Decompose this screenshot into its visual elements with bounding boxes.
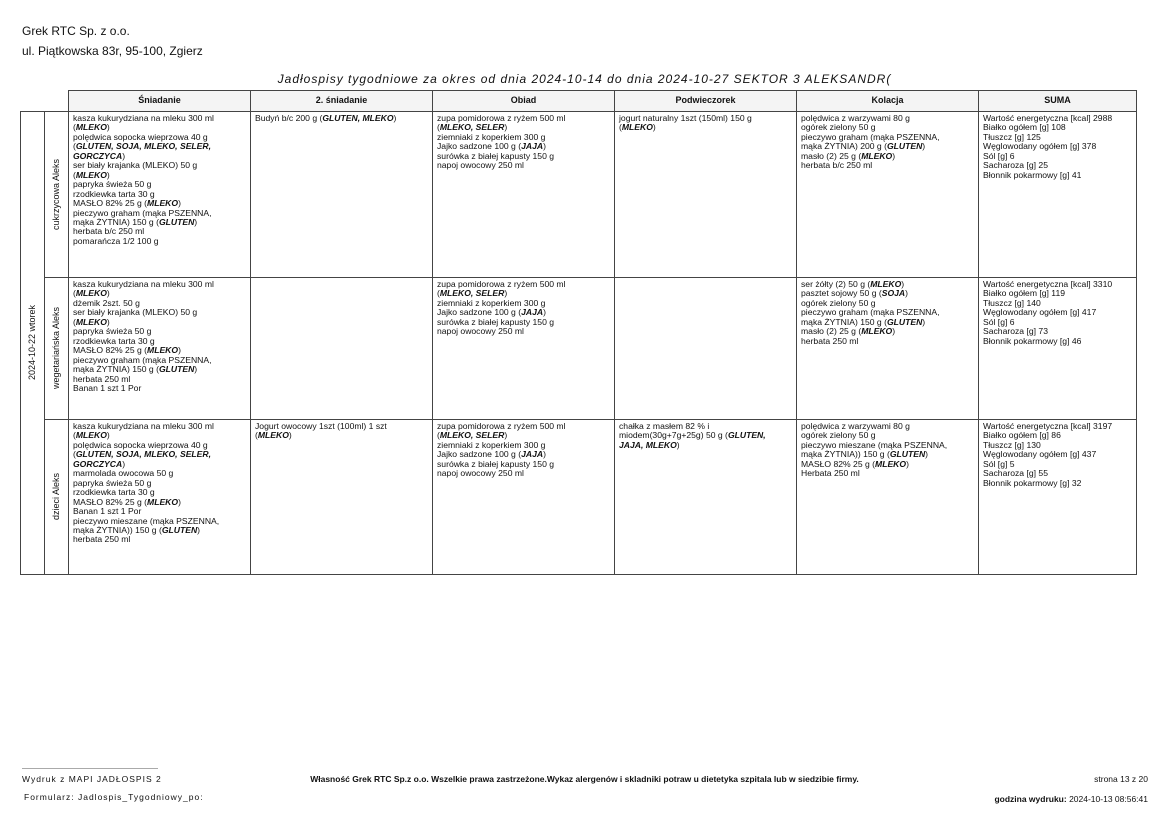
item-text: surówka z białej kapusty 150 g — [437, 458, 555, 469]
item-text: mąka ŻYTNIA)) 150 g ( — [801, 449, 890, 460]
header-row — [21, 91, 1137, 112]
item-text: Białko ogółem [g] 119 — [983, 288, 1066, 299]
meal-cell — [433, 420, 615, 575]
item-text: miodem(30g+7g+25g) 50 g ( — [619, 430, 728, 441]
item-text: ( — [73, 316, 76, 327]
item-text: Tłuszcz [g] 125 — [983, 131, 1041, 142]
table-row — [21, 420, 1137, 575]
item-text: mąka ŻYTNIA) 150 g ( — [73, 216, 159, 227]
item-text: surówka z białej kapusty 150 g — [437, 150, 555, 161]
item-text: Jogurt owocowy 1szt (100ml) 1 szt — [255, 421, 387, 431]
item-text: ziemniaki z koperkiem 300 g — [437, 439, 546, 450]
item-text: MASŁO 82% 25 g ( — [801, 458, 876, 469]
print-time-value: 2024-10-13 08:56:41 — [1069, 794, 1148, 804]
item-text: ) — [504, 430, 508, 441]
item-text: Sacharoza [g] 73 — [983, 326, 1048, 337]
footer-divider — [22, 768, 158, 769]
item-text: mąka ŻYTNIA) 150 g ( — [801, 316, 887, 327]
item-text: Sól [g] 6 — [983, 316, 1015, 327]
item-text: kasza kukurydziana na mleku 300 ml — [73, 113, 214, 123]
allergen-text: MLEKO — [75, 122, 107, 133]
footer-copyright: Własność Grek RTC Sp.z o.o. Wszelkie prawa zastrzeżone.Wykaz alergenów i skladniki potraw u dietetyka szpitala lub w siedzibie firmy. — [310, 774, 859, 784]
item-text: ) — [676, 439, 680, 450]
item-text: pieczywo graham (mąka PSZENNA, — [801, 131, 940, 142]
footer-program: Wydruk z MAPI JADŁOSPIS 2 — [22, 774, 162, 784]
allergen-text: GLUTEN, — [727, 430, 766, 441]
allergen-text: GLUTEN — [158, 216, 195, 227]
page-number: strona 13 z 20 — [1094, 774, 1148, 784]
item-text: ) — [905, 288, 909, 299]
item-text: ( — [73, 288, 76, 299]
item-text: pieczywo graham (mąka PSZENNA, — [801, 307, 940, 318]
meal-cell — [433, 278, 615, 420]
item-text: ) — [106, 430, 110, 441]
document-title: Jadłospisy tygodniowe za okres od dnia 2024-10-14 do dnia 2024-10-27 SEKTOR 3 ALEKSANDR( — [277, 72, 892, 86]
item-text: ) — [106, 288, 110, 299]
item-text: pomarańcza 1/2 100 g — [73, 235, 159, 246]
item-text: ) — [178, 198, 181, 209]
meal-cell — [615, 112, 797, 278]
diet-label: wegetariańska Aleks — [50, 307, 61, 390]
item-text: polędwica z warzywami 80 g — [801, 113, 910, 123]
item-text: ) — [922, 316, 926, 327]
allergen-text: MLEKO — [257, 430, 289, 441]
menu-item-line — [255, 114, 428, 123]
menu-item-line — [801, 469, 974, 478]
item-text: pieczywo graham (mąka PSZENNA, — [73, 354, 212, 365]
allergen-text: MLEKO — [875, 458, 907, 469]
item-text: Sacharoza [g] 25 — [983, 160, 1048, 171]
allergen-text: MLEKO — [861, 150, 893, 161]
item-text: Banan 1 szt 1 Por — [73, 506, 142, 517]
item-text: zupa pomidorowa z ryżem 500 ml — [437, 421, 566, 431]
allergen-text: MLEKO, SELER — [439, 430, 505, 441]
header-blank — [45, 91, 69, 112]
item-text: Błonnik pokarmowy [g] 32 — [983, 477, 1082, 488]
item-text: Węglowodany ogółem [g] 437 — [983, 449, 1097, 460]
allergen-text: MLEKO — [147, 345, 179, 356]
allergen-text: MLEKO — [870, 279, 902, 289]
item-text: Tłuszcz [g] 130 — [983, 439, 1041, 450]
col-suma: SUMA — [979, 91, 1137, 112]
item-text: polędwica sopocka wieprzowa 40 g — [73, 439, 208, 450]
allergen-text: MLEKO — [147, 496, 179, 507]
item-text: ) — [178, 496, 181, 507]
allergen-text: MLEKO, SELER — [439, 288, 505, 299]
item-text: papryka świeża 50 g — [73, 326, 152, 337]
item-text: ) — [906, 458, 909, 469]
item-text: Jajko sadzone 100 g ( — [437, 307, 522, 318]
summary-cell — [979, 420, 1137, 575]
meal-cell — [69, 420, 251, 575]
company-address: ul. Piątkowska 83r, 95-100, Zgierz — [22, 44, 203, 58]
item-text: masło (2) 25 g ( — [801, 150, 862, 161]
item-text: ) — [197, 524, 201, 535]
item-text: ) — [106, 169, 110, 180]
item-text: ) — [892, 326, 896, 337]
item-text: kasza kukurydziana na mleku 300 ml — [73, 279, 214, 289]
allergen-text: MLEKO, SELER — [439, 122, 505, 133]
item-text: marmolada owocowa 50 g — [73, 468, 174, 479]
item-text: mąka ŻYTNIA) 150 g ( — [73, 364, 159, 375]
meal-cell — [797, 112, 979, 278]
item-text: ogórek zielony 50 g — [801, 430, 876, 441]
meal-cell — [251, 420, 433, 575]
menu-item-line — [73, 237, 246, 246]
item-text: Sól [g] 5 — [983, 458, 1015, 469]
item-text: ( — [437, 288, 440, 299]
col-podwieczorek: Podwieczorek — [615, 91, 797, 112]
col-2-sniadanie: 2. śniadanie — [251, 91, 433, 112]
item-text: zupa pomidorowa z ryżem 500 ml — [437, 113, 566, 123]
allergen-text: JAJA — [521, 141, 544, 152]
item-text: ) — [901, 279, 905, 289]
item-text: ( — [73, 169, 76, 180]
footer-form: Formularz: Jadlospis_Tygodniowy_po: — [24, 792, 204, 802]
item-text: herbata 250 ml — [73, 373, 131, 384]
allergen-text: MLEKO — [75, 316, 107, 327]
item-text: Jajko sadzone 100 g ( — [437, 449, 522, 460]
item-text: pieczywo mieszane (mąka PSZENNA, — [801, 439, 948, 450]
allergen-text: MLEKO — [621, 122, 653, 133]
item-text: ) — [504, 122, 508, 133]
item-text: Sól [g] 6 — [983, 150, 1015, 161]
meal-cell — [615, 278, 797, 420]
item-text: ( — [255, 430, 258, 441]
item-text: Herbata 250 ml — [801, 468, 860, 479]
item-text: MASŁO 82% 25 g ( — [73, 496, 148, 507]
diet-label: cukrzycowa Aleks — [50, 158, 61, 231]
allergen-text: MLEKO — [147, 198, 179, 209]
item-text: papryka świeża 50 g — [73, 179, 152, 190]
allergen-text: MLEKO — [75, 288, 107, 299]
item-text: Tłuszcz [g] 140 — [983, 297, 1041, 308]
diet-cell — [45, 420, 69, 575]
menu-item-line — [437, 161, 610, 170]
item-text: chałka z masłem 82 % i — [619, 421, 710, 431]
item-text: napoj owocowy 250 ml — [437, 468, 524, 479]
meal-cell — [69, 278, 251, 420]
item-text: ) — [288, 430, 292, 441]
item-text: Białko ogółem [g] 108 — [983, 122, 1066, 133]
allergen-text: GLUTEN — [889, 449, 926, 460]
item-text: pasztet sojowy 50 g ( — [801, 288, 882, 299]
item-text: ( — [619, 122, 622, 133]
menu-item-line — [619, 123, 792, 132]
item-text: masło (2) 25 g ( — [801, 326, 862, 337]
item-text: Wartość energetyczna [kcal] 2988 — [983, 113, 1113, 123]
item-text: Węglowodany ogółem [g] 378 — [983, 141, 1097, 152]
allergen-text: MLEKO — [75, 430, 107, 441]
col-kolacja: Kolacja — [797, 91, 979, 112]
summary-line — [983, 171, 1132, 180]
summary-line — [983, 337, 1132, 346]
item-text: pieczywo mieszane (mąka PSZENNA, — [73, 515, 220, 526]
item-text: Jajko sadzone 100 g ( — [437, 141, 522, 152]
item-text: polędwica z warzywami 80 g — [801, 421, 910, 431]
item-text: herbata 250 ml — [73, 534, 131, 545]
item-text: Wartość energetyczna [kcal] 3310 — [983, 279, 1113, 289]
allergen-text: GLUTEN — [886, 141, 923, 152]
print-time-label: godzina wydruku: — [994, 794, 1067, 804]
meal-cell — [69, 112, 251, 278]
item-text: ( — [437, 122, 440, 133]
col-sniadanie: Śniadanie — [69, 91, 251, 112]
item-text: Węglowodany ogółem [g] 417 — [983, 307, 1097, 318]
menu-item-line — [437, 327, 610, 336]
summary-line — [983, 479, 1132, 488]
meal-cell — [797, 420, 979, 575]
item-text: mąka ŻYTNIA)) 150 g ( — [73, 524, 162, 535]
allergen-text: GLUTEN, SOJA, MLEKO, SELER, — [75, 449, 211, 460]
allergen-text: GLUTEN, MLEKO — [322, 113, 394, 123]
item-text: ser biały krajanka (MLEKO) 50 g — [73, 307, 198, 318]
meal-cell — [615, 420, 797, 575]
allergen-text: JAJA — [521, 307, 544, 318]
item-text: ) — [393, 113, 397, 123]
allergen-text: MLEKO — [75, 169, 107, 180]
item-text: MASŁO 82% 25 g ( — [73, 198, 148, 209]
allergen-text: JAJA, MLEKO — [619, 439, 677, 450]
item-text: ziemniaki z koperkiem 300 g — [437, 131, 546, 142]
diet-cell — [45, 278, 69, 420]
item-text: Błonnik pokarmowy [g] 46 — [983, 335, 1082, 346]
item-text: ) — [925, 449, 929, 460]
item-text: rzodkiewka tarta 30 g — [73, 487, 155, 498]
weekly-menu-table — [20, 90, 1137, 575]
menu-item-line — [437, 469, 610, 478]
item-text: kasza kukurydziana na mleku 300 ml — [73, 421, 214, 431]
menu-item-line — [801, 161, 974, 170]
menu-item-line — [255, 431, 428, 440]
item-text: ) — [652, 122, 656, 133]
item-text: dżemik 2szt. 50 g — [73, 297, 140, 308]
allergen-text: GORCZYCA — [73, 150, 123, 161]
item-text: ) — [543, 307, 546, 318]
item-text: ) — [122, 150, 126, 161]
allergen-text: GORCZYCA — [73, 458, 123, 469]
header-blank — [21, 91, 45, 112]
item-text: Błonnik pokarmowy [g] 41 — [983, 169, 1082, 180]
table-row — [21, 112, 1137, 278]
item-text: jogurt naturalny 1szt (150ml) 150 g — [619, 113, 752, 123]
item-text: ( — [73, 122, 76, 133]
item-text: ser biały krajanka (MLEKO) 50 g — [73, 160, 198, 171]
item-text: ( — [437, 430, 440, 441]
allergen-text: GLUTEN — [158, 364, 195, 375]
item-text: MASŁO 82% 25 g ( — [73, 345, 148, 356]
item-text: napoj owocowy 250 ml — [437, 160, 524, 171]
item-text: ) — [543, 141, 546, 152]
summary-cell — [979, 278, 1137, 420]
item-text: rzodkiewka tarta 30 g — [73, 188, 155, 199]
item-text: ( — [73, 449, 76, 460]
item-text: ) — [194, 216, 198, 227]
meal-cell — [433, 112, 615, 278]
menu-item-line — [73, 535, 246, 544]
item-text: herbata b/c 250 ml — [73, 226, 145, 237]
allergen-text: SOJA — [881, 288, 906, 299]
date-label: 2024-10-22 wtorek — [26, 305, 37, 381]
item-text: ) — [892, 150, 896, 161]
meal-cell — [251, 278, 433, 420]
item-text: Sacharoza [g] 55 — [983, 468, 1048, 479]
item-text: ziemniaki z koperkiem 300 g — [437, 297, 546, 308]
item-text: ( — [73, 141, 76, 152]
item-text: ) — [922, 141, 926, 152]
menu-item-line — [619, 441, 792, 450]
item-text: ) — [194, 364, 198, 375]
item-text: ) — [543, 449, 546, 460]
item-text: pieczywo graham (mąka PSZENNA, — [73, 207, 212, 218]
item-text: papryka świeża 50 g — [73, 477, 152, 488]
date-cell — [21, 112, 45, 575]
allergen-text: GLUTEN — [161, 524, 198, 535]
item-text: herbata b/c 250 ml — [801, 160, 873, 171]
item-text: mąka ŻYTNIA) 200 g ( — [801, 141, 887, 152]
item-text: ogórek zielony 50 g — [801, 122, 876, 133]
item-text: surówka z białej kapusty 150 g — [437, 316, 555, 327]
item-text: ) — [106, 316, 110, 327]
item-text: Wartość energetyczna [kcal] 3197 — [983, 421, 1113, 431]
item-text: ( — [73, 430, 76, 441]
item-text: herbata 250 ml — [801, 335, 859, 346]
item-text: zupa pomidorowa z ryżem 500 ml — [437, 279, 566, 289]
item-text: ) — [178, 345, 181, 356]
item-text: ogórek zielony 50 g — [801, 297, 876, 308]
item-text: ) — [504, 288, 508, 299]
meal-cell — [797, 278, 979, 420]
item-text: Banan 1 szt 1 Por — [73, 382, 142, 393]
item-text: Białko ogółem [g] 86 — [983, 430, 1061, 441]
allergen-text: GLUTEN, SOJA, MLEKO, SELER, — [75, 141, 211, 152]
diet-cell — [45, 112, 69, 278]
diet-label: dzieci Aleks — [50, 473, 61, 521]
allergen-text: JAJA — [521, 449, 544, 460]
item-text: polędwica sopocka wieprzowa 40 g — [73, 131, 208, 142]
summary-cell — [979, 112, 1137, 278]
menu-item-line — [73, 384, 246, 393]
item-text: napoj owocowy 250 ml — [437, 326, 524, 337]
table-row — [21, 278, 1137, 420]
item-text: ser żółty (2) 50 g ( — [801, 279, 871, 289]
col-obiad: Obiad — [433, 91, 615, 112]
item-text: ) — [122, 458, 126, 469]
item-text: rzodkiewka tarta 30 g — [73, 335, 155, 346]
company-name: Grek RTC Sp. z o.o. — [22, 24, 130, 38]
item-text: Budyń b/c 200 g ( — [255, 113, 323, 123]
meal-cell — [251, 112, 433, 278]
print-time — [994, 794, 1148, 804]
allergen-text: MLEKO — [861, 326, 893, 337]
item-text: ) — [106, 122, 110, 133]
allergen-text: GLUTEN — [886, 316, 923, 327]
menu-item-line — [801, 337, 974, 346]
